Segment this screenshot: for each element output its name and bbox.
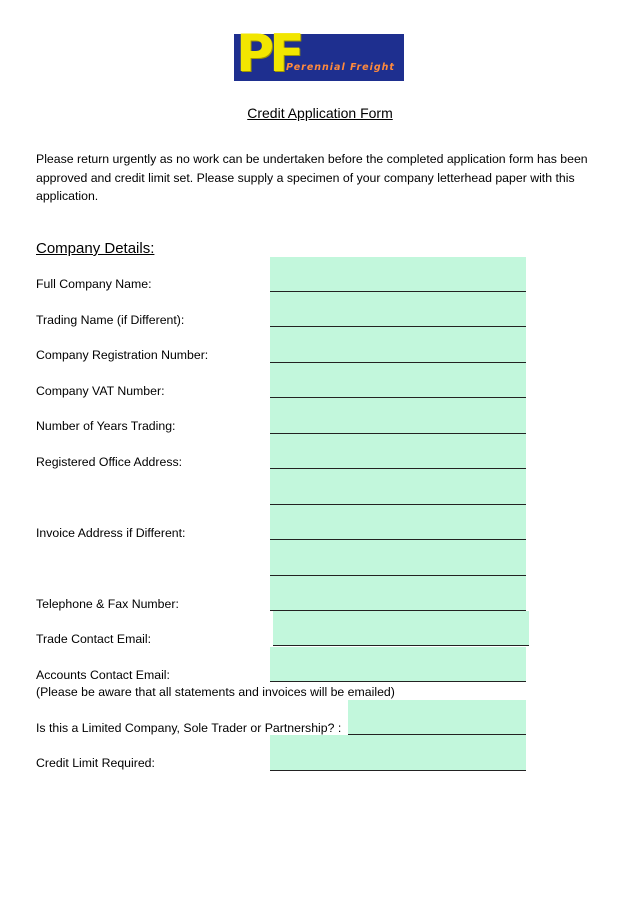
label-full-company-name: Full Company Name: <box>36 277 152 291</box>
intro-paragraph: Please return urgently as no work can be undertaken before the completed application form has been approved and credit limit set. Please supply a specimen of your company letterhead paper with this application. <box>36 152 588 203</box>
label-registration-number: Company Registration Number: <box>36 348 209 362</box>
registered-office-address-field-line-2[interactable] <box>270 469 526 505</box>
label-telephone-fax: Telephone & Fax Number: <box>36 597 179 611</box>
logo-company-name: Perennial Freight <box>286 62 395 73</box>
trading-name-field[interactable] <box>270 292 526 327</box>
credit-limit-field[interactable] <box>270 735 526 771</box>
registered-office-address-field-line-1[interactable] <box>270 434 526 469</box>
years-trading-field[interactable] <box>270 398 526 434</box>
logo-initials: PF <box>236 24 300 84</box>
trade-contact-email-field[interactable] <box>273 611 529 646</box>
label-accounts-contact-email: Accounts Contact Email: <box>36 668 170 682</box>
label-invoice-address: Invoice Address if Different: <box>36 526 186 540</box>
form-title: Credit Application Form <box>247 105 393 121</box>
label-company-type: Is this a Limited Company, Sole Trader or Partnership? : <box>36 721 342 735</box>
section-heading-company-details: Company Details: <box>36 240 155 257</box>
invoice-address-field-line-1[interactable] <box>270 505 526 540</box>
telephone-fax-field[interactable] <box>270 576 526 611</box>
label-credit-limit: Credit Limit Required: <box>36 756 155 770</box>
vat-number-field[interactable] <box>270 363 526 398</box>
email-note: (Please be aware that all statements and invoices will be emailed) <box>36 685 395 699</box>
invoice-address-field-line-2[interactable] <box>270 540 526 576</box>
company-type-field[interactable] <box>348 700 526 735</box>
accounts-contact-email-field[interactable] <box>270 647 526 682</box>
label-trade-contact-email: Trade Contact Email: <box>36 632 152 646</box>
company-logo <box>234 24 404 84</box>
registration-number-field[interactable] <box>270 327 526 363</box>
label-trading-name: Trading Name (if Different): <box>36 313 185 327</box>
label-years-trading: Number of Years Trading: <box>36 419 176 433</box>
label-vat-number: Company VAT Number: <box>36 384 165 398</box>
label-registered-office-address: Registered Office Address: <box>36 455 183 469</box>
full-company-name-field[interactable] <box>270 257 526 292</box>
